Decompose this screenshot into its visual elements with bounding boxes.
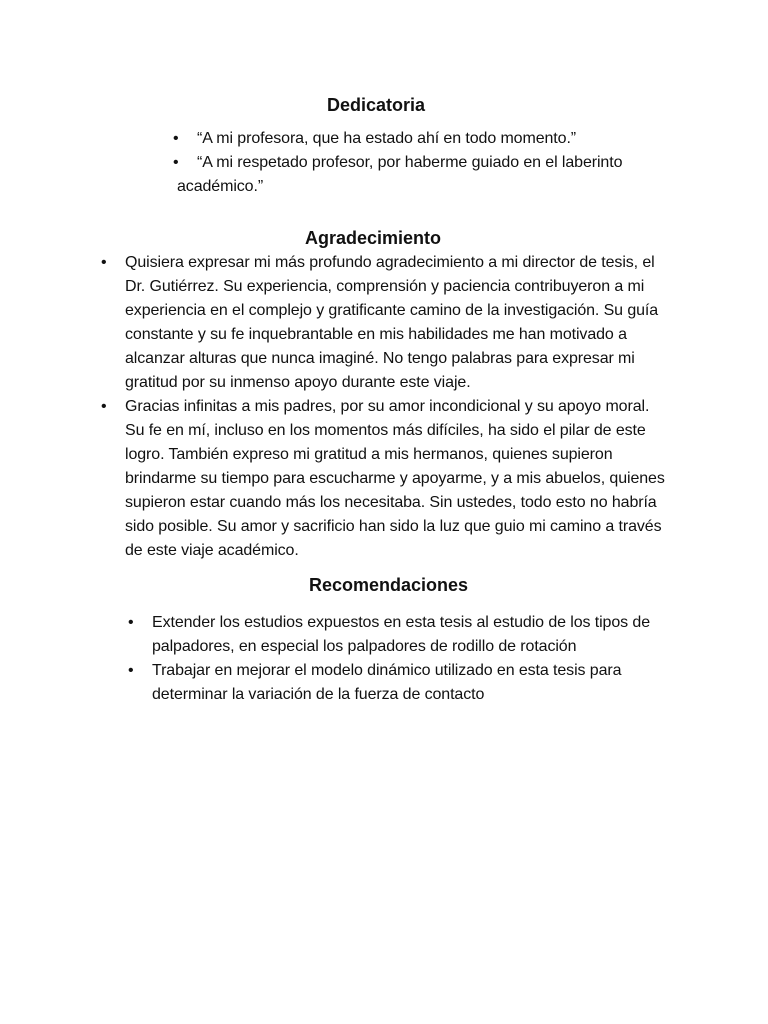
bullet-icon: • (128, 662, 134, 679)
recomendaciones-list (128, 611, 668, 707)
list-item (101, 395, 666, 563)
dedicatoria-item-text: académico.” (177, 178, 264, 195)
recomendaciones-item-text: Extender los estudios expuestos en esta tesis al estudio de los tipos de palpadores, en especial los palpadores de rodillo de rotación (152, 614, 650, 655)
list-item (128, 659, 668, 707)
dedicatoria-list (173, 127, 647, 199)
heading-dedicatoria: Dedicatoria (327, 95, 426, 115)
agradecimiento-list (101, 251, 666, 563)
list-item (173, 151, 647, 175)
bullet-icon: • (128, 614, 134, 631)
list-item-continuation (177, 175, 647, 199)
heading-agradecimiento: Agradecimiento (305, 228, 442, 248)
heading-recomendaciones: Recomendaciones (309, 575, 469, 595)
dedicatoria-item-text: “A mi respetado profesor, por haberme guiado en el laberinto (197, 154, 623, 171)
bullet-icon: • (101, 254, 107, 271)
bullet-icon: • (101, 398, 107, 415)
list-item (128, 611, 668, 659)
dedicatoria-item-text: “A mi profesora, que ha estado ahí en todo momento.” (197, 130, 577, 147)
list-item (101, 251, 666, 395)
agradecimiento-item-text: Gracias infinitas a mis padres, por su amor incondicional y su apoyo moral. Su fe en mí, incluso en los momentos más difíciles, ha sido el pilar de este logro. También expreso mi gratitud a mis hermanos, quienes supieron brindarme su tiempo para escucharme y apoyarme, y a mis abuelos, quienes supieron estar cuando más los necesitaba. Sin ustedes, todo esto no habría sido posible. Su amor y sacrificio han sido la luz que guio mi camino a través de este viaje académico. (125, 398, 665, 559)
recomendaciones-item-text: Trabajar en mejorar el modelo dinámico utilizado en esta tesis para determinar la variación de la fuerza de contacto (152, 662, 622, 703)
bullet-icon: • (173, 130, 179, 147)
agradecimiento-item-text: Quisiera expresar mi más profundo agradecimiento a mi director de tesis, el Dr. Gutiérrez. Su experiencia, comprensión y paciencia contribuyeron a mi experiencia en el complejo y gratificante camino de la investigación. Su guía constante y su fe inquebrantable en mis habilidades me han motivado a alcanzar alturas que nunca imaginé. No tengo palabras para expresar mi gratitud por su inmenso apoyo durante este viaje. (125, 254, 659, 391)
list-item (173, 127, 647, 151)
bullet-icon: • (173, 154, 179, 171)
